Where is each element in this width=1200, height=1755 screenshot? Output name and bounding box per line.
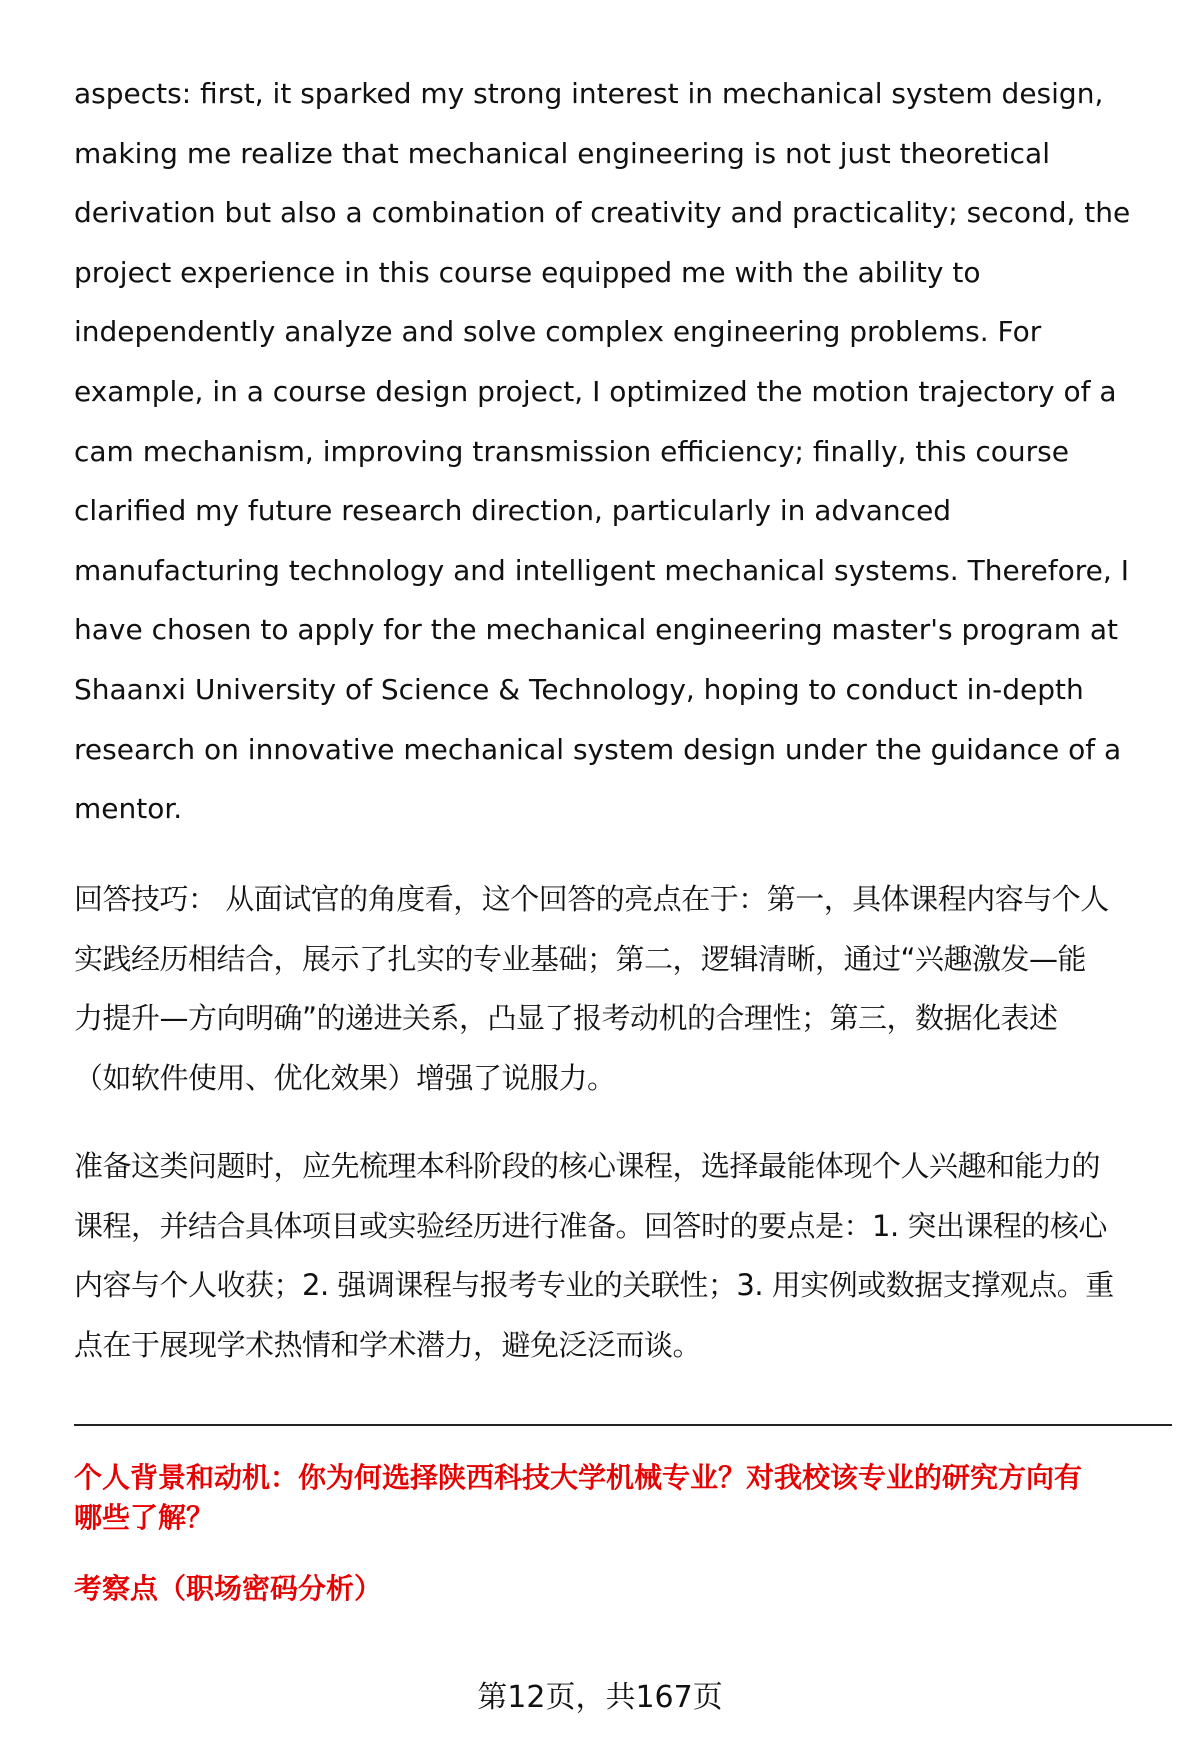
section-label [74,1569,382,1609]
text-line: 实践经历相结合，展示了扎实的专业基础；第二，逻辑清晰，通过“兴趣激发—能 [74,941,1087,976]
text-line: cam mechanism, improving transmission efficiency; finally, this course [74,434,1069,468]
section-divider [74,1424,1172,1426]
text-line: 课程，并结合具体项目或实验经历进行准备。回答时的要点是：1. 突出课程的核心 [74,1208,1107,1243]
text-line: 内容与个人收获；2. 强调课程与报考专业的关联性；3. 用实例或数据支撑观点。重 [74,1268,1114,1303]
page-number: 第12页，共167页 [477,1680,723,1715]
answer-tips [74,870,1174,1108]
text-line: Shaanxi University of Science & Technology, hoping to conduct in-depth [74,672,1084,706]
text-line: have chosen to apply for the mechanical engineering master's program at [74,613,1119,647]
preparation-advice [74,1137,1174,1375]
text-line: 个人背景和动机：你为何选择陕西科技大学机械专业？对我校该专业的研究方向有 [74,1461,1083,1494]
text-line: 力提升—方向明确”的递进关系，凸显了报考动机的合理性；第三，数据化表述 [74,1001,1058,1036]
text-line: manufacturing technology and intelligent mechanical systems. Therefore, I [74,553,1129,587]
text-line: independently analyze and solve complex engineering problems. For [74,315,1042,349]
text-line: clarified my future research direction, particularly in advanced [74,494,952,528]
text-line: research on innovative mechanical system design under the guidance of a [74,732,1122,766]
text-line: 考察点（职场密码分析） [74,1572,383,1605]
answer-english [74,64,1174,839]
text-line: making me realize that mechanical engineering is not just theoretical [74,136,1050,170]
text-line: （如软件使用、优化效果）增强了说服力。 [74,1060,616,1095]
text-line: example, in a course design project, I optimized the motion trajectory of a [74,374,1117,408]
text-line: 回答技巧： 从面试官的角度看，这个回答的亮点在于：第一，具体课程内容与个人 [74,882,1109,916]
text-line: aspects: first, it sparked my strong interest in mechanical system design, [74,77,1104,110]
text-line: 点在于展现学术热情和学术潜力，避免泛泛而谈。 [74,1327,702,1362]
text-line: project experience in this course equipped me with the ability to [74,255,981,289]
question-heading [74,1458,1082,1538]
text-line: 准备这类问题时，应先梳理本科阶段的核心课程，选择最能体现个人兴趣和能力的 [74,1149,1101,1183]
text-line: derivation but also a combination of creativity and practicality; second, the [74,196,1131,230]
text-line: 哪些了解？ [74,1501,215,1534]
text-line: mentor. [74,792,183,826]
